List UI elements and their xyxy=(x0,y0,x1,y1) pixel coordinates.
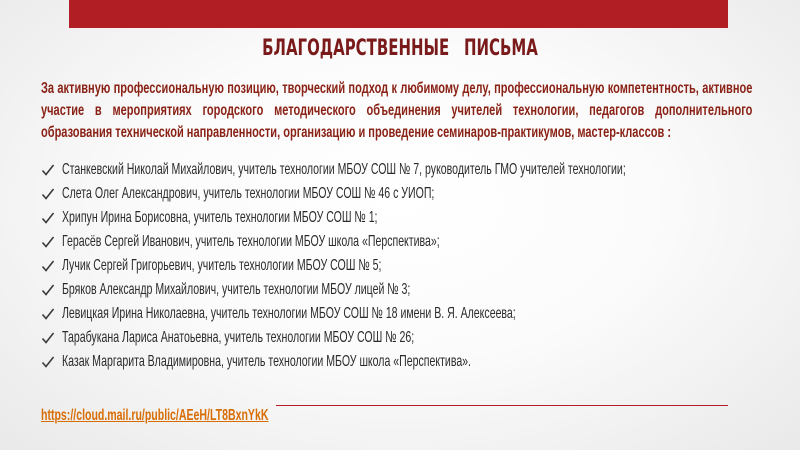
check-mark-icon xyxy=(41,254,55,278)
intro-paragraph: За активную профессиональную позицию, творческий подход к любимому делу, профессиональную компетентность, активное участие в мероприятиях городского методического объединения учителей технологии, педагогов дополнительного образования технической направленности, организацию и проведение семинаров-практикумов, мастер-классов : xyxy=(41,80,753,141)
list-item-text: Лучик Сергей Григорьевич, учитель технологии МБОУ СОШ № 5; xyxy=(62,257,382,274)
cloud-link[interactable]: https://cloud.mail.ru/public/AEeH/LT8BxnYkK xyxy=(41,407,269,424)
check-mark-icon xyxy=(41,350,55,374)
check-mark-icon xyxy=(41,182,55,206)
page-title: БЛАГОДАРСТВЕННЫЕ ПИСЬМА xyxy=(262,36,538,61)
check-mark-icon xyxy=(41,230,55,254)
list-item-text: Хрипун Ирина Борисовна, учитель технологии МБОУ СОШ № 1; xyxy=(62,209,378,226)
check-mark-icon xyxy=(41,158,55,182)
footer-divider xyxy=(276,405,728,406)
list-item-text: Герасёв Сергей Иванович, учитель технологии МБОУ школа «Перспектива»; xyxy=(62,233,440,250)
list-item-text: Бряков Александр Михайлович, учитель технологии МБОУ лицей № 3; xyxy=(62,281,411,298)
check-mark-icon xyxy=(41,206,55,230)
list-item-text: Тарабукана Лариса Анатоьевна, учитель технологии МБОУ СОШ № 26; xyxy=(62,329,415,346)
check-mark-icon xyxy=(41,278,55,302)
check-mark-icon xyxy=(41,302,55,326)
check-mark-icon xyxy=(41,326,55,350)
top-accent-bar xyxy=(69,0,728,28)
list-item-text: Станкевский Николай Михайлович, учитель технологии МБОУ СОШ № 7, руководитель ГМО учителей технологии; xyxy=(62,161,626,178)
list-item-text: Казак Маргарита Владимировна, учитель технологии МБОУ школа «Перспектива». xyxy=(62,353,471,370)
list-item-text: Слета Олег Александрович, учитель технологии МБОУ СОШ № 46 с УИОП; xyxy=(62,185,435,202)
list-item-text: Левицкая Ирина Николаевна, учитель технологии МБОУ СОШ № 18 имени В. Я. Алексеева; xyxy=(62,305,516,322)
